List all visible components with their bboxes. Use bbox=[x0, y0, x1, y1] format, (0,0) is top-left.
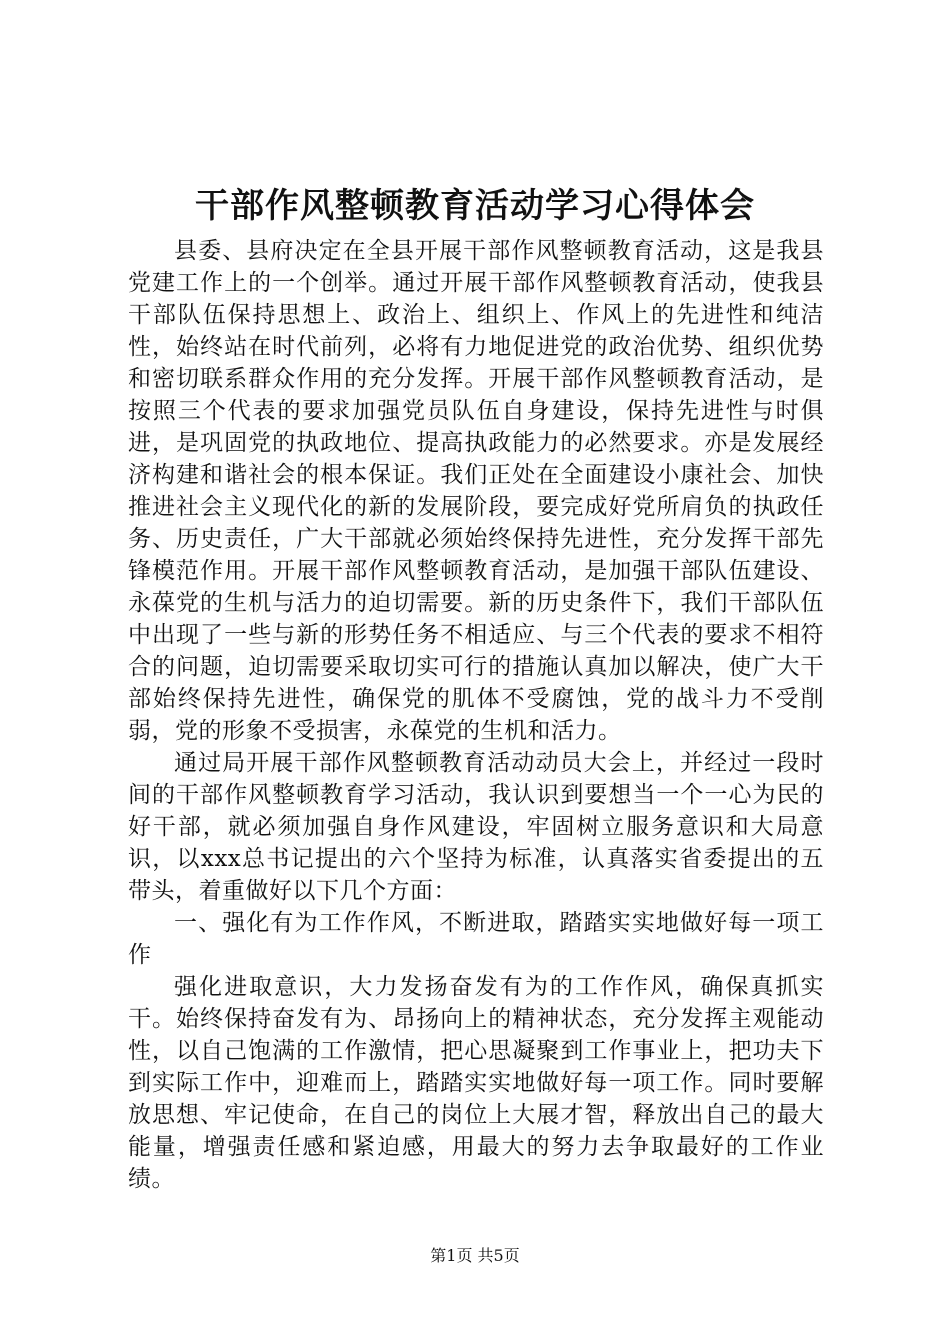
page-number-footer: 第1页 共5页 bbox=[430, 1246, 520, 1265]
document-body bbox=[128, 235, 824, 1195]
section-heading: 一、强化有为工作作风，不断进取，踏踏实实地做好每一项工作 bbox=[128, 910, 824, 968]
paragraph: 通过局开展干部作风整顿教育活动动员大会上，并经过一段时间的干部作风整顿教育学习活动，我认识到要想当一个一心为民的好干部，就必须加强自身作风建设，牢固树立服务意识和大局意识，以xxx总书记提出的六个坚持为标准，认真落实省委提出的五带头，着重做好以下几个方面： bbox=[128, 750, 824, 904]
paragraph: 强化进取意识，大力发扬奋发有为的工作作风，确保真抓实干。始终保持奋发有为、昂扬向上的精神状态，充分发挥主观能动性，以自己饱满的工作激情，把心思凝聚到工作事业上，把功夫下到实际工作中，迎难而上，踏踏实实地做好每一项工作。同时要解放思想、牢记使命，在自己的岗位上大展才智，释放出自己的最大能量，增强责任感和紧迫感，用最大的努力去争取最好的工作业绩。 bbox=[128, 974, 824, 1192]
page-title: 干部作风整顿教育活动学习心得体会 bbox=[195, 186, 755, 226]
paragraph: 县委、县府决定在全县开展干部作风整顿教育活动，这是我县党建工作上的一个创举。通过开展干部作风整顿教育活动，使我县干部队伍保持思想上、政治上、组织上、作风上的先进性和纯洁性，始终站在时代前列，必将有力地促进党的政治优势、组织优势和密切联系群众作用的充分发挥。开展干部作风整顿教育活动，是按照三个代表的要求加强党员队伍自身建设，保持先进性与时俱进，是巩固党的执政地位、提高执政能力的必然要求。亦是发展经济构建和谐社会的根本保证。我们正处在全面建设小康社会、加快推进社会主义现代化的新的发展阶段，要完成好党所肩负的执政任务、历史责任，广大干部就必须始终保持先进性，充分发挥干部先锋模范作用。开展干部作风整顿教育活动，是加强干部队伍建设、永葆党的生机与活力的迫切需要。新的历史条件下，我们干部队伍中出现了一些与新的形势任务不相适应、与三个代表的要求不相符合的问题，迫切需要采取切实可行的措施认真加以解决，使广大干部始终保持先进性，确保党的肌体不受腐蚀，党的战斗力不受削弱，党的形象不受损害，永葆党的生机和活力。 bbox=[128, 238, 824, 744]
